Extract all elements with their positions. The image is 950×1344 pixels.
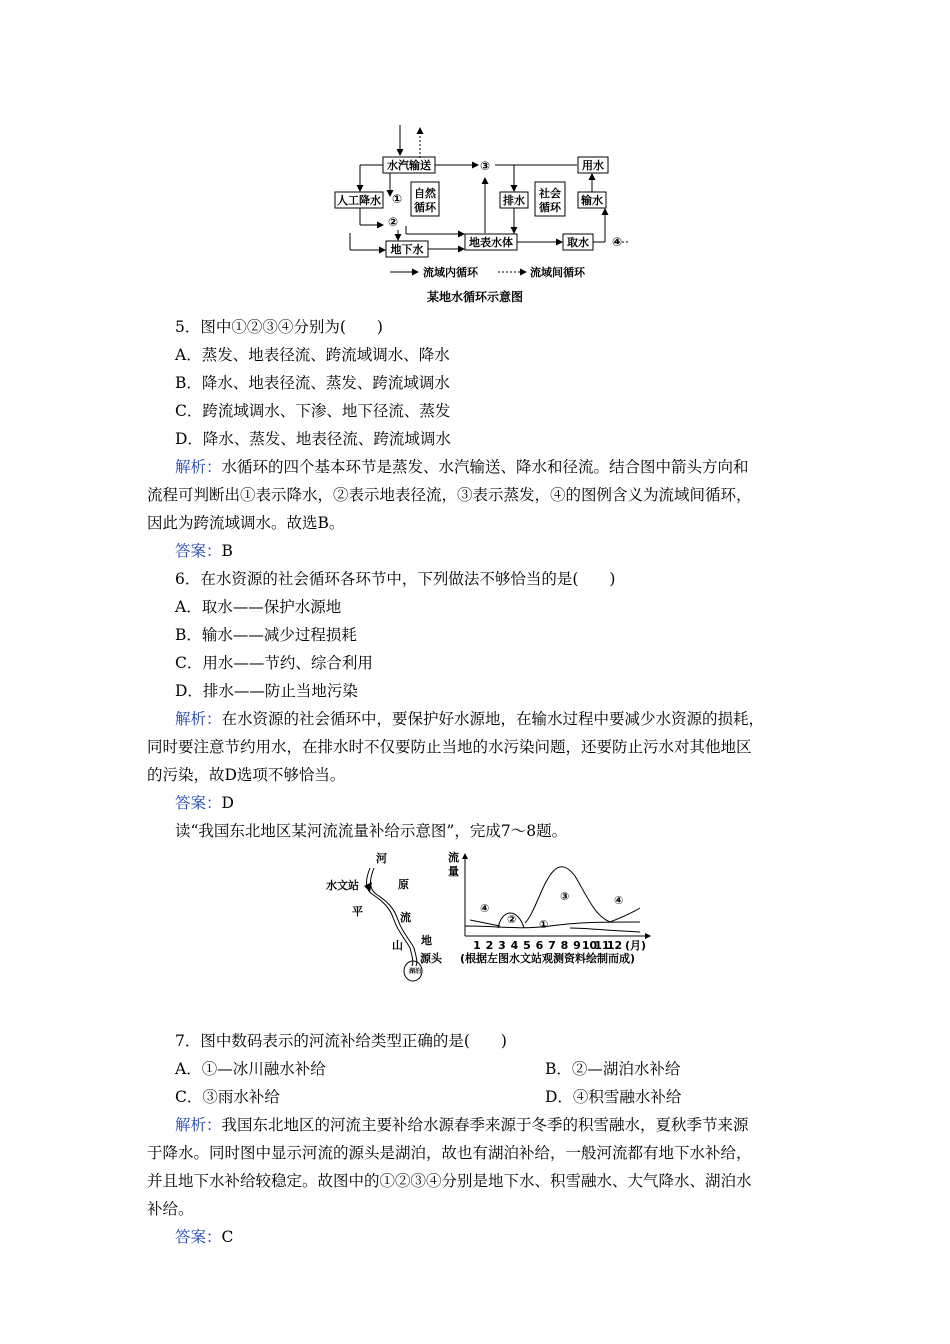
svg-text:水文站: 水文站 xyxy=(326,879,359,892)
svg-text:社会: 社会 xyxy=(539,187,561,200)
q6-stem: 6．在水资源的社会循环各环节中，下列做法不够恰当的是( ) xyxy=(175,570,616,588)
q5-analysis-1: 解析：水循环的四个基本环节是蒸发、水汽输送、降水和径流。结合图中箭头方向和 xyxy=(175,458,749,476)
svg-text:(月): (月) xyxy=(625,939,647,952)
svg-text:地下水: 地下水 xyxy=(390,243,424,256)
month-tick-3: 3 xyxy=(498,939,506,952)
svg-text:量: 量 xyxy=(448,865,459,878)
svg-text:山: 山 xyxy=(392,939,403,952)
svg-text:河: 河 xyxy=(376,852,387,865)
month-tick-5: 5 xyxy=(523,939,531,952)
svg-text:流: 流 xyxy=(400,911,411,924)
q6-analysis-1: 解析：在水资源的社会循环中，要保护好水源地，在输水过程中要减少水资源的损耗， xyxy=(175,710,765,728)
month-tick-4: 4 xyxy=(510,939,519,952)
month-tick-labels xyxy=(473,939,622,952)
svg-text:湖泊: 湖泊 xyxy=(409,968,422,975)
q7-option-c: C．③雨水补给 xyxy=(175,1088,280,1106)
curve-marker-4b: ④ xyxy=(614,894,624,907)
q6-analysis-3: 的污染，故D选项不够恰当。 xyxy=(147,766,346,784)
svg-text:水汽输送: 水汽输送 xyxy=(387,159,431,172)
svg-text:用水: 用水 xyxy=(582,159,604,172)
svg-text:人工降水: 人工降水 xyxy=(337,194,381,207)
month-tick-2: 2 xyxy=(485,939,494,952)
lake-curve xyxy=(470,920,500,926)
q7-option-b: B．②—湖泊水补给 xyxy=(545,1060,681,1078)
svg-text:输水: 输水 xyxy=(581,194,603,207)
svg-text:流: 流 xyxy=(448,851,459,864)
q5-answer: 答案：B xyxy=(175,542,233,560)
curve-marker-2: ② xyxy=(507,913,517,926)
legend-inner: 流域内循环 xyxy=(423,266,478,279)
q7-analysis-2: 于降水。同时图中显示河流的源头是湖泊，故也有湖泊补给，一般河流都有地下水补给， xyxy=(147,1144,752,1162)
svg-text:平: 平 xyxy=(352,905,363,918)
q7-stem: 7．图中数码表示的河流补给类型正确的是( ) xyxy=(175,1032,507,1050)
analysis-label: 解析： xyxy=(175,710,222,728)
marker-2: ② xyxy=(388,215,399,229)
q6-analysis-2: 同时要注意节约用水，在排水时不仅要防止当地的水污染问题，还要防止污水对其他地区 xyxy=(147,738,752,756)
month-tick-10: 10 xyxy=(581,939,598,952)
q5-option-b: B．降水、地表径流、蒸发、跨流域调水 xyxy=(175,374,450,392)
svg-text:源头: 源头 xyxy=(420,952,442,965)
month-tick-7: 7 xyxy=(548,939,556,952)
month-tick-6: 6 xyxy=(535,939,544,952)
q5-option-a: A．蒸发、地表径流、跨流域调水、降水 xyxy=(175,346,450,364)
q6-answer: 答案：D xyxy=(175,794,234,812)
q5-analysis-2: 流程可判断出①表示降水，②表示地表径流，③表示蒸发，④的图例含义为流域间循环， xyxy=(147,486,752,504)
curve-marker-1: ① xyxy=(539,918,549,931)
hydro-station-marker xyxy=(364,882,372,892)
svg-text:原: 原 xyxy=(398,878,409,891)
q6-option-b: B．输水——减少过程损耗 xyxy=(175,626,357,644)
answer-label: 答案： xyxy=(175,542,222,560)
q7-answer: 答案：C xyxy=(175,1228,234,1246)
q5-option-d: D．降水、蒸发、地表径流、跨流域调水 xyxy=(175,430,451,448)
marker-1: ① xyxy=(392,192,403,206)
curve-marker-3: ③ xyxy=(560,890,570,903)
curve-marker-4a: ④ xyxy=(480,902,490,915)
analysis-label: 解析： xyxy=(175,458,222,476)
q5-stem: 5．图中①②③④分别为( ) xyxy=(175,318,383,336)
answer-label: 答案： xyxy=(175,794,222,812)
q6-option-d: D．排水——防止当地污染 xyxy=(175,682,358,700)
month-tick-9: 9 xyxy=(573,939,581,952)
svg-text:自然: 自然 xyxy=(414,187,436,200)
svg-text:取水: 取水 xyxy=(567,236,589,249)
q7-analysis-4: 补给。 xyxy=(147,1200,194,1218)
groundwater-curve xyxy=(465,922,640,928)
q6-option-c: C．用水——节约、综合利用 xyxy=(175,654,373,672)
q7-option-d: D．④积雪融水补给 xyxy=(545,1088,682,1106)
water-cycle-diagram xyxy=(330,120,630,285)
marker-3: ③ xyxy=(480,159,491,173)
river-recharge-figure xyxy=(320,848,680,983)
svg-text:(根据左图水文站观测资料绘制而成): (根据左图水文站观测资料绘制而成) xyxy=(460,952,636,965)
svg-text:地表水体: 地表水体 xyxy=(469,236,513,249)
legend-outer: 流域间循环 xyxy=(530,266,585,279)
month-tick-8: 8 xyxy=(560,939,569,952)
month-tick-11: 11 xyxy=(594,939,610,952)
q5-option-c: C．跨流域调水、下渗、地下径流、蒸发 xyxy=(175,402,451,420)
q7-analysis-1: 解析：我国东北地区的河流主要补给水源春季来源于冬季的积雪融水，夏秋季节来源 xyxy=(175,1116,749,1134)
figure1-caption: 某地水循环示意图 xyxy=(426,290,523,304)
svg-text:地: 地 xyxy=(421,934,432,947)
q5-analysis-3: 因此为跨流域调水。故选B。 xyxy=(147,514,345,532)
answer-label: 答案： xyxy=(175,1228,222,1246)
svg-text:循环: 循环 xyxy=(414,201,436,214)
marker-4: ④ xyxy=(612,235,623,249)
q6-option-a: A．取水——保护水源地 xyxy=(175,598,342,616)
intro-7-8: 读“我国东北地区某河流流量补给示意图”，完成7～8题。 xyxy=(175,822,568,840)
analysis-label: 解析： xyxy=(175,1116,222,1134)
month-tick-1: 1 xyxy=(473,939,481,952)
svg-text:循环: 循环 xyxy=(539,201,561,214)
q7-option-a: A．①—冰川融水补给 xyxy=(175,1060,326,1078)
svg-text:排水: 排水 xyxy=(503,194,525,207)
month-tick-12: 12 xyxy=(606,939,623,952)
q7-analysis-3: 并且地下水补给较稳定。故图中的①②③④分别是地下水、积雪融水、大气降水、湖泊水 xyxy=(147,1172,752,1190)
